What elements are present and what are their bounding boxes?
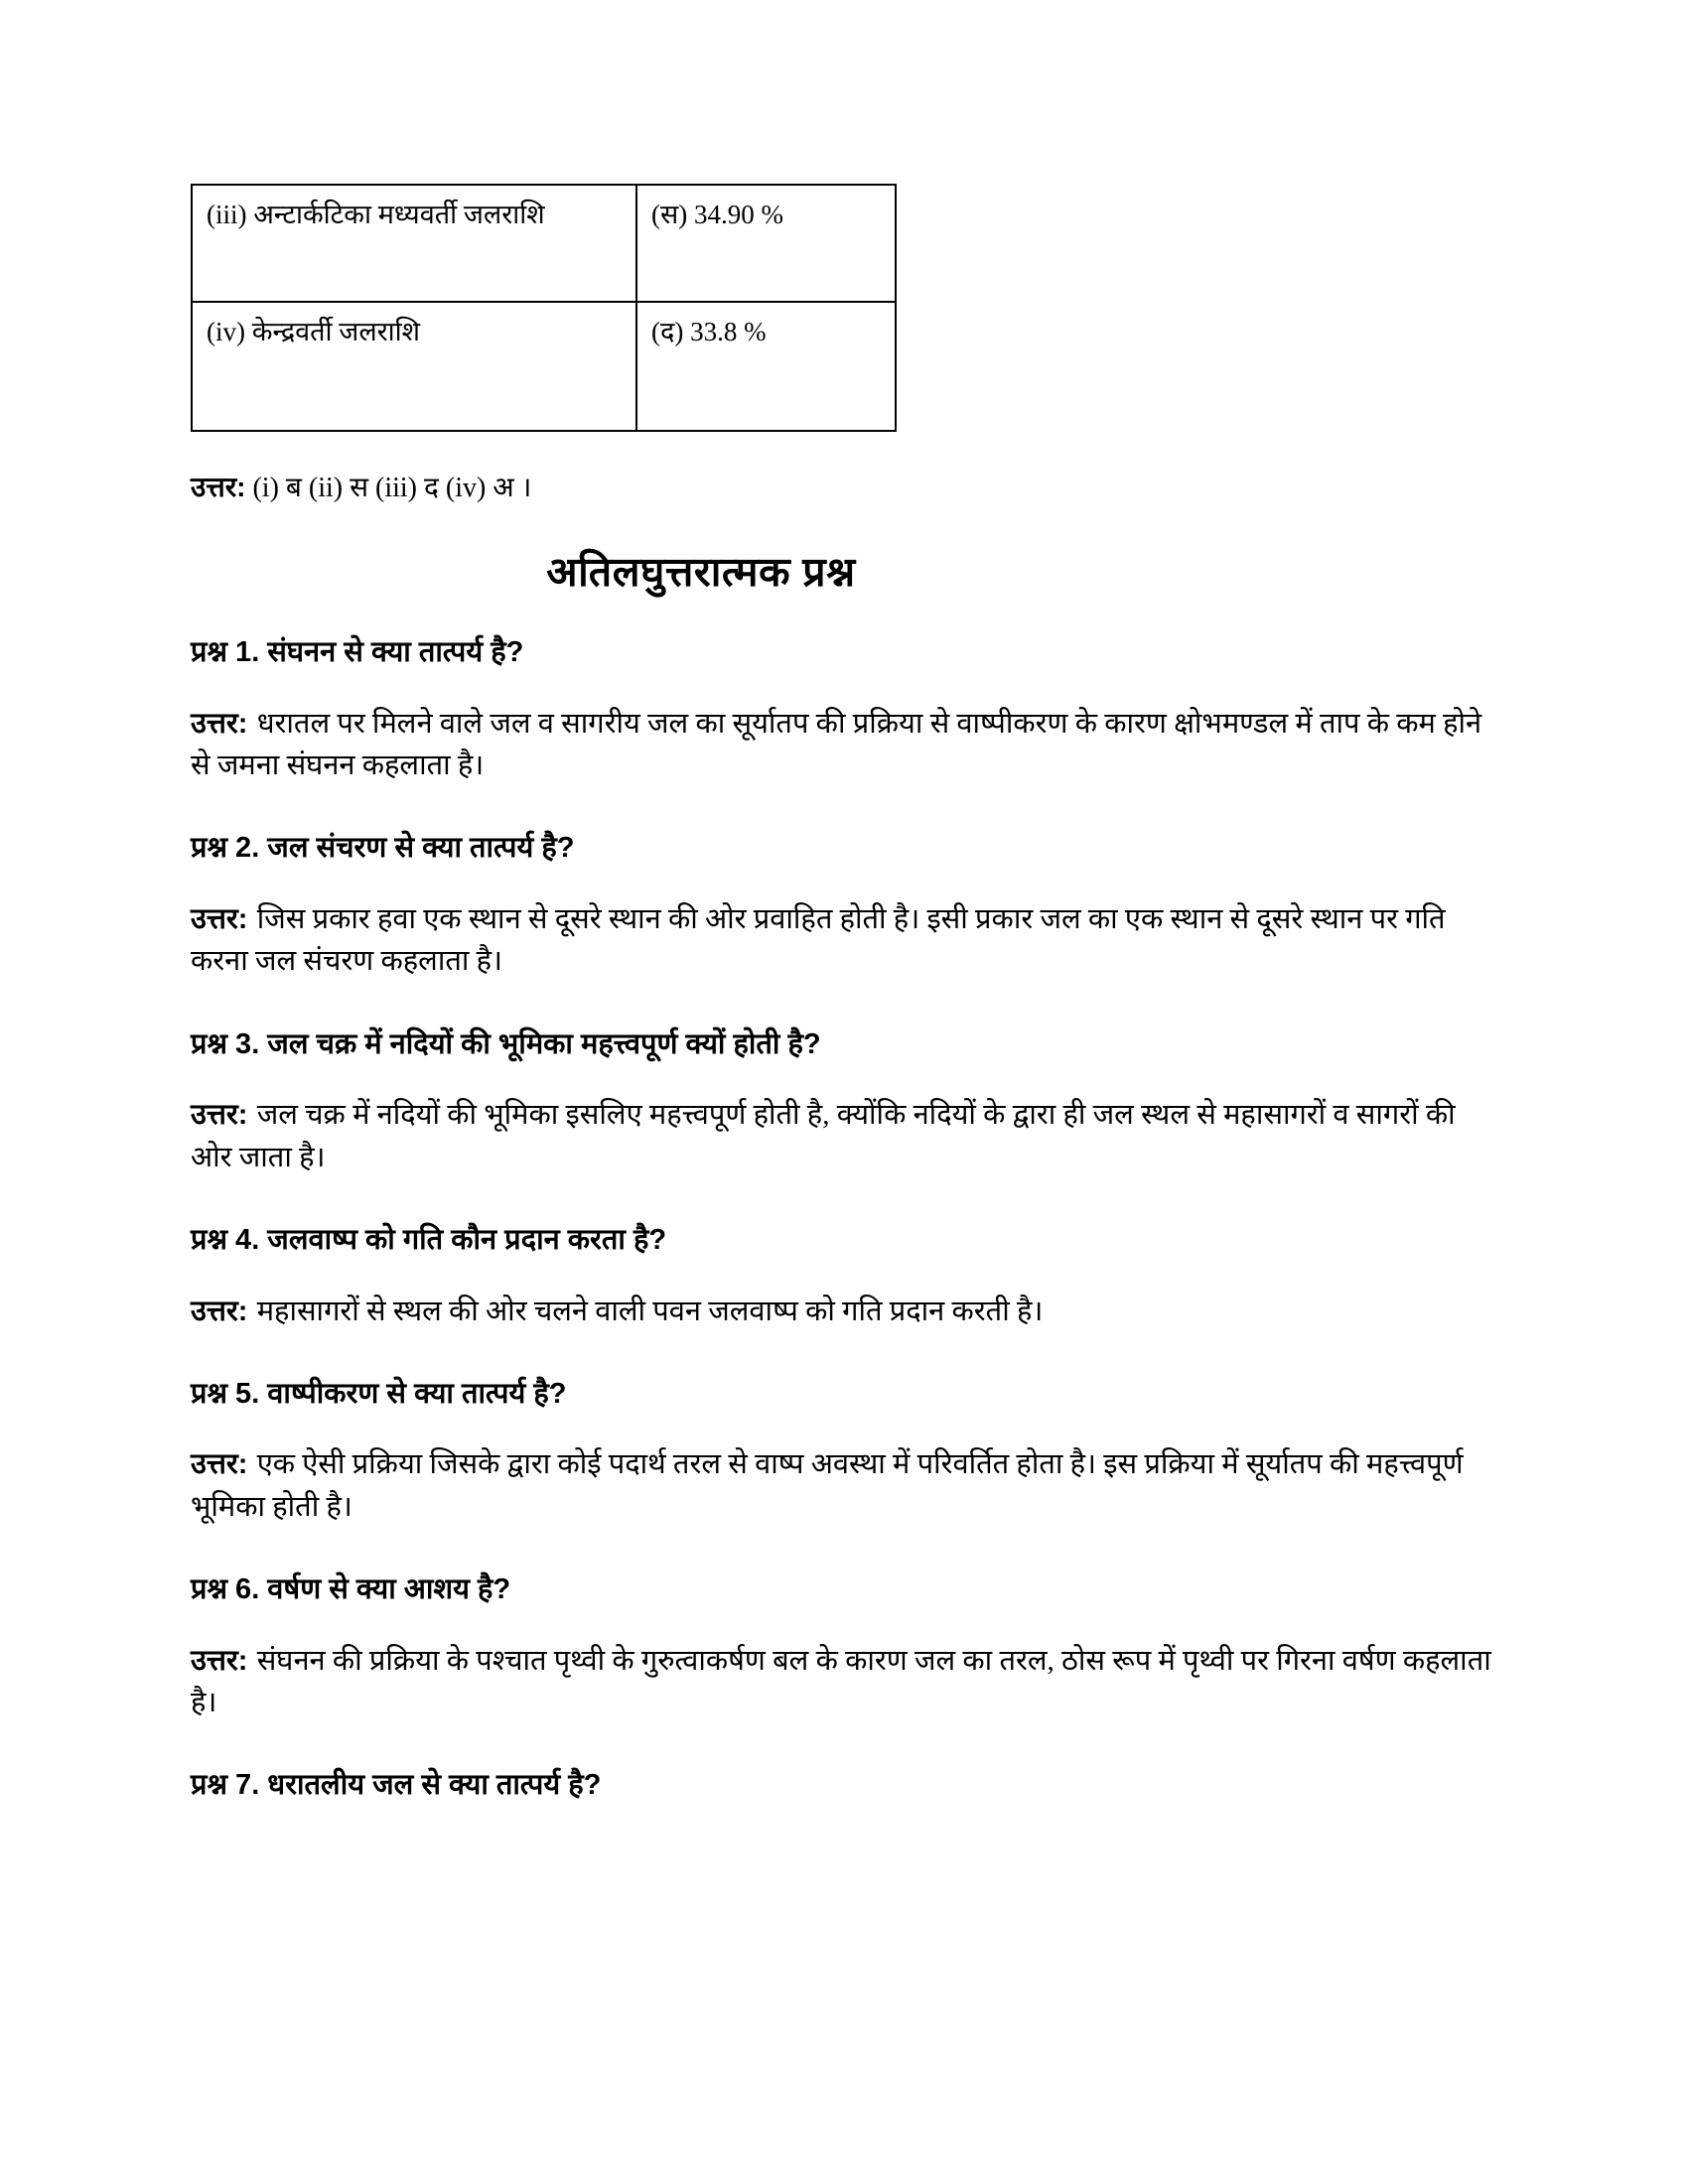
answer-block [191,1640,1499,1724]
answer-text: संघनन की प्रक्रिया के पश्चात पृथ्वी के गुरुत्वाकर्षण बल के कारण जल का तरल, ठोस रूप में पृथ्वी पर गिरना वर्षण कहलाता है। [191,1644,1491,1719]
table-cell-item: (iv) केन्द्रवर्ती जलराशि [192,302,636,431]
question-text: प्रश्न 4. जलवाष्प को गति कौन प्रदान करता है? [191,1223,667,1256]
answer-label: उत्तर: [191,707,248,740]
matching-table [191,184,897,432]
answer-label: उत्तर: [191,1448,248,1481]
table-row [192,185,896,302]
answer-key-text: (i) ब (ii) स (iii) द (iv) अ । [252,473,532,503]
answer-text: महासागरों से स्थल की ओर चलने वाली पवन जलवाष्प को गति प्रदान करती है। [256,1295,1044,1327]
table-row [192,302,896,431]
qa-item-6 [191,1570,1499,1723]
qa-item-4 [191,1220,1499,1332]
answer-key-line [191,468,1499,507]
answer-block [191,703,1499,787]
answer-label: उत्तर: [191,1644,248,1677]
question-text: प्रश्न 7. धरातलीय जल से क्या तात्पर्य है? [191,1769,602,1802]
table-cell-value: (द) 33.8 % [636,302,896,431]
question-text: प्रश्न 5. वाष्पीकरण से क्या तात्पर्य है? [191,1377,567,1410]
section-heading: अतिलघुत्तरात्मक प्रश्न [546,549,856,596]
qa-list [191,632,1499,1806]
answer-label: उत्तर: [191,903,248,936]
answer-text: जिस प्रकार हवा एक स्थान से दूसरे स्थान की ओर प्रवाहित होती है। इसी प्रकार जल का एक स्थान से दूसरे स्थान पर गति करना जल संचरण कहलाता है। [191,903,1446,978]
qa-item-5 [191,1374,1499,1528]
answer-label: उत्तर: [191,1099,248,1132]
question-text: प्रश्न 2. जल संचरण से क्या तात्पर्य है? [191,832,575,865]
answer-block [191,898,1499,983]
answer-block [191,1443,1499,1528]
question-text: प्रश्न 1. संघनन से क्या तात्पर्य है? [191,636,524,669]
qa-item-3 [191,1024,1499,1178]
answer-text: एक ऐसी प्रक्रिया जिसके द्वारा कोई पदार्थ तरल से वाष्प अवस्था में परिवर्तित होता है। इस प्रक्रिया में सूर्यातप की महत्त्वपूर्ण भूमिका होती है। [191,1448,1464,1523]
answer-block [191,1094,1499,1178]
question-text: प्रश्न 6. वर्षण से क्या आशय है? [191,1573,511,1606]
answer-label: उत्तर: [191,472,246,502]
qa-item-2 [191,828,1499,982]
answer-text: धरातल पर मिलने वाले जल व सागरीय जल का सूर्यातप की प्रक्रिया से वाष्पीकरण के कारण क्षोभमण्डल में ताप के कम होने से जमना संघनन कहलाता है। [191,707,1482,782]
answer-block [191,1291,1499,1332]
table-cell-item: (iii) अन्टार्कटिका मध्यवर्ती जलराशि [192,185,636,302]
qa-item-1 [191,632,1499,786]
qa-item-7 [191,1765,1499,1806]
answer-label: उत्तर: [191,1295,248,1327]
table-cell-value: (स) 34.90 % [636,185,896,302]
question-text: प्रश्न 3. जल चक्र में नदियों की भूमिका महत्त्वपूर्ण क्यों होती है? [191,1027,821,1060]
answer-text: जल चक्र में नदियों की भूमिका इसलिए महत्त्वपूर्ण होती है, क्योंकि नदियों के द्वारा ही जल स्थल से महासागरों व सागरों की ओर जाता है। [191,1099,1456,1173]
